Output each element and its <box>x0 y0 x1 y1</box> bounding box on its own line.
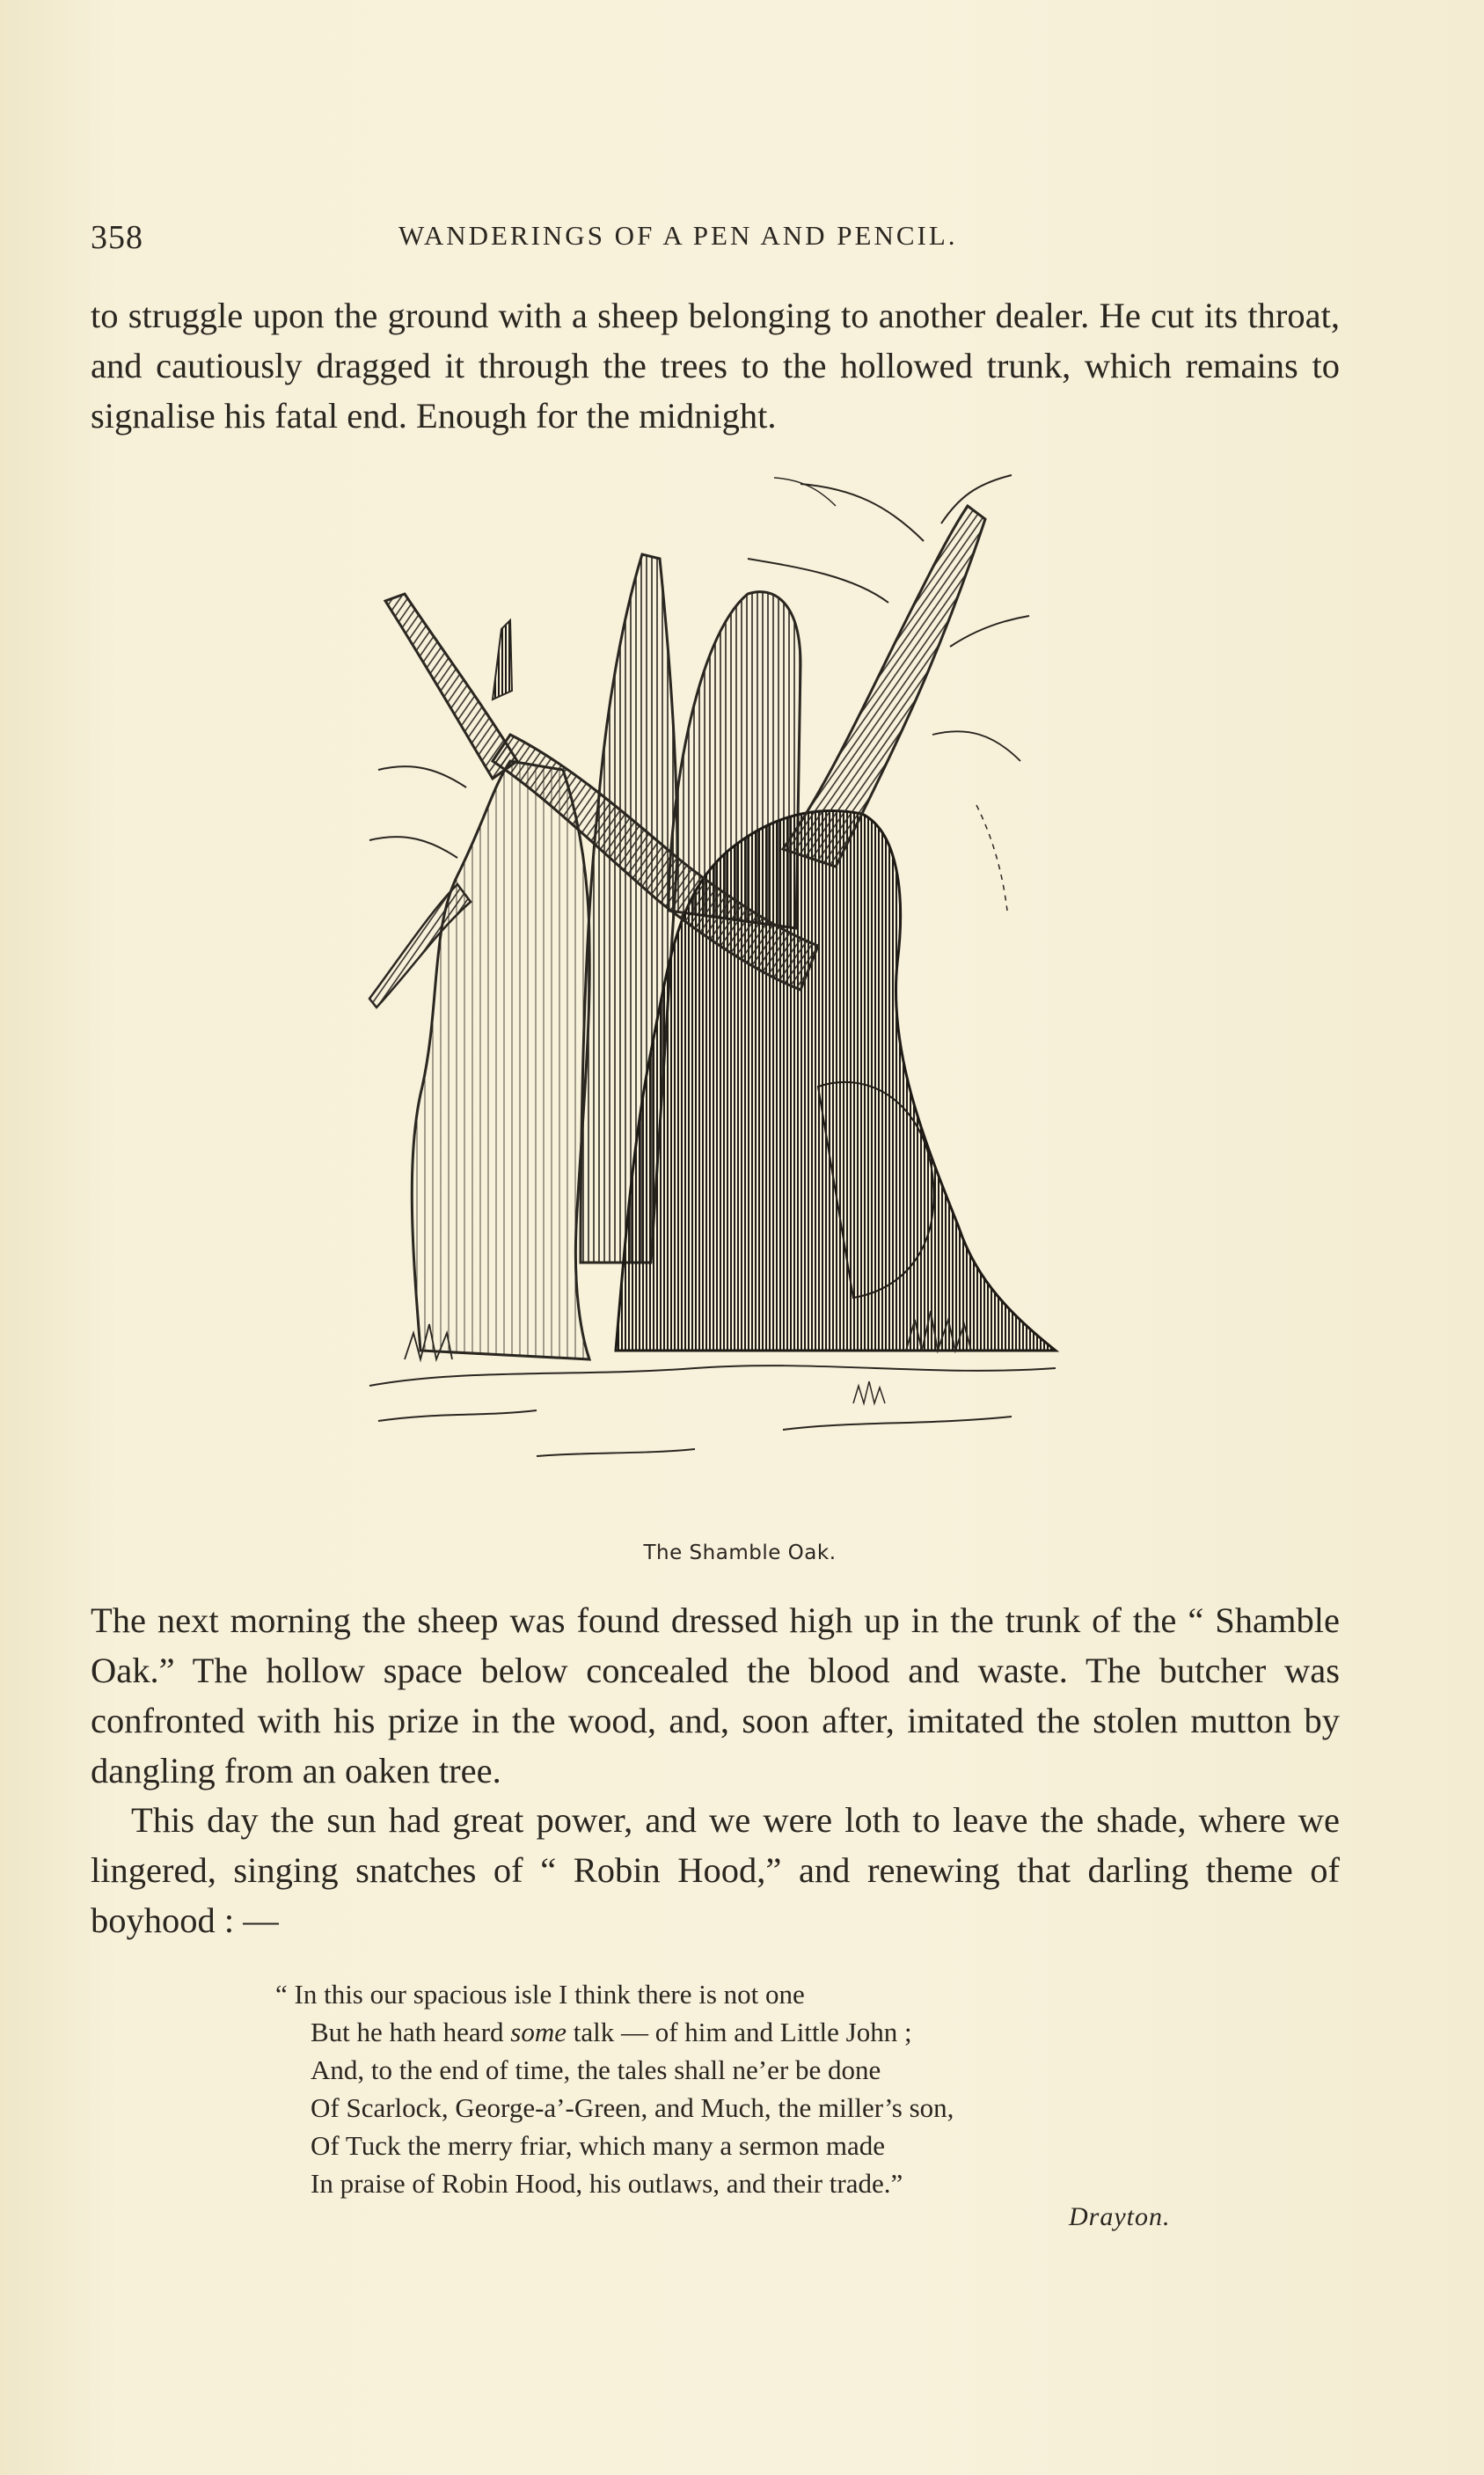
verse-line-2 <box>275 2013 1199 2051</box>
running-title: WANDERINGS OF A PEN AND PENCIL. <box>398 220 958 251</box>
paragraph-2: The next morning the sheep was found dressed high up in the trunk of the “ Shamble Oak.” The hollow space below concealed the blood and waste. The butcher was confronted with his prize in the wood, and, soon after, imitated the stolen mutton by dangling from an oaken tree. <box>91 1600 1340 1790</box>
verse-line-2-start: But he hath heard <box>311 2017 511 2047</box>
paragraph-3: This day the sun had great power, and we were loth to leave the shade, where we lingered, singing snatches of “ Robin Hood,” and renewing that darling theme of boyhood : — <box>91 1800 1340 1940</box>
verse-line-4: Of Scarlock, George-a’-Green, and Much, the miller’s son, <box>311 2092 954 2123</box>
verse-line-6: In praise of Robin Hood, his outlaws, and their trade.” <box>311 2168 903 2199</box>
paragraph-1: to struggle upon the ground with a sheep belonging to another dealer. He cut its throat, and cautiously dragged it through the trees to the hollowed trunk, which remains to signalise his fatal end. Enough for the midnight. <box>91 296 1340 436</box>
running-head <box>91 218 1049 262</box>
verse-line-1: “ In this our spacious isle I think there is not one <box>275 1979 805 2010</box>
verse-quotation <box>275 1975 1199 2202</box>
verse-line-2-emphasis: some <box>510 2017 567 2047</box>
verse-attribution: Drayton. <box>1069 2202 1171 2231</box>
verse-line-5: Of Tuck the merry friar, which many a sermon made <box>311 2130 886 2161</box>
tree-engraving <box>361 471 1064 1544</box>
verse-line-3: And, to the end of time, the tales shall ne’er be done <box>311 2054 881 2085</box>
shamble-oak-illustration <box>361 471 1064 1544</box>
verse-line-2-end: talk — of him and Little John ; <box>566 2017 912 2047</box>
figure-caption: The Shamble Oak. <box>643 1541 837 1564</box>
page-number: 358 <box>91 219 143 256</box>
